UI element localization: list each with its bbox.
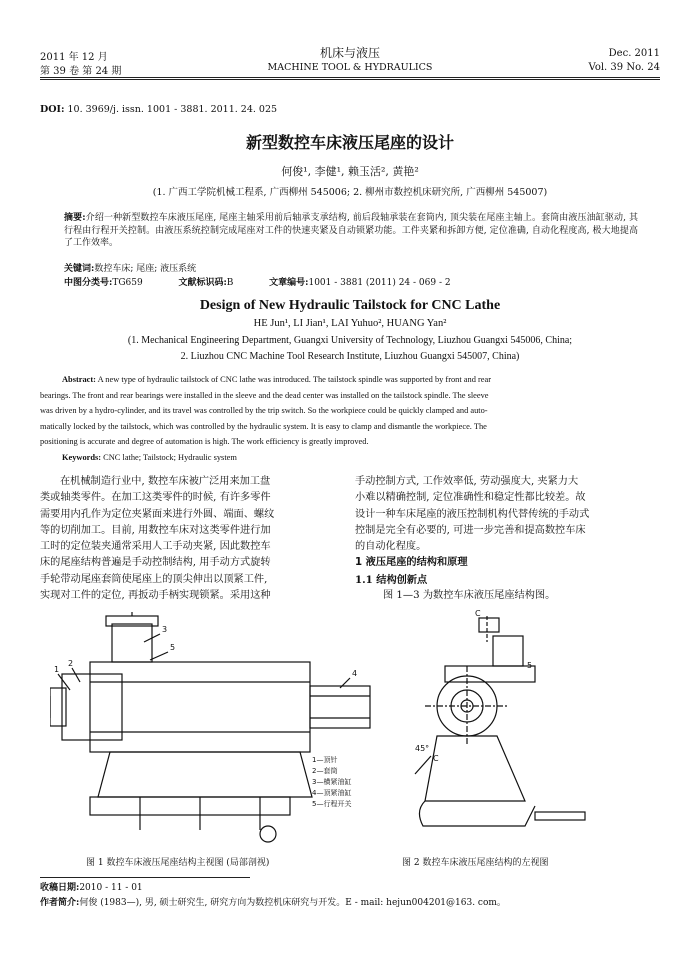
left-line: 需要用内孔作为定位夹紧面来进行外圆、端面、螺纹: [40, 508, 275, 520]
abstract-cn-label: 摘要:: [64, 213, 86, 223]
journal-title-en: MACHINE TOOL & HYDRAULICS: [267, 62, 433, 73]
left-line: 工时的定位装夹通常采用人工手动夹紧, 因此数控车: [40, 541, 271, 553]
tailstock-base: [98, 752, 312, 797]
dead-center: [50, 688, 66, 726]
keywords-cn-text: 数控车床; 尾座; 液压系统: [94, 264, 197, 274]
fig2-label-5: 5: [527, 661, 533, 670]
keywords-cn: [64, 263, 196, 276]
abstract-en: [40, 372, 660, 465]
top-fitting: [479, 618, 499, 632]
header-issue-en: Vol. 39 No. 24: [588, 62, 660, 73]
sleeve: [62, 674, 122, 740]
fig1-legend-item: 5—行程开关: [312, 800, 352, 808]
received-label: 收稿日期:: [40, 883, 80, 893]
abstract-en-line: Abstract: A new type of hydraulic tailstock of CNC lathe was introduced. The tailstock spindle was supported by front and rear: [62, 375, 491, 384]
author-bio: [40, 897, 680, 910]
class-code: TG659: [112, 278, 143, 288]
right-column: [355, 474, 660, 604]
upper-block: [445, 666, 535, 682]
keywords-en: [40, 450, 660, 466]
figure-1-drawing: [50, 612, 390, 852]
figure-2-drawing: [405, 606, 605, 851]
left-line: 床的尾座结构普遍是手动控制结构, 用手动方式旋转: [40, 557, 271, 569]
figure-1-caption: 图 1 数控车床液压尾座结构主视图 (局部剖视): [86, 858, 270, 868]
fig1-legend-item: 4—顶紧油缸: [312, 789, 352, 797]
bio-label: 作者简介:: [40, 898, 80, 908]
right-line: 图 1—3 为数控车床液压尾座结构图。: [383, 590, 556, 602]
fig2-label-angle: 45°: [415, 744, 430, 753]
article-label: 文章编号:: [269, 278, 309, 288]
received-date: [40, 882, 143, 895]
class-label: 中图分类号:: [64, 278, 113, 288]
header-date-cn: 2011 年 12 月: [40, 52, 108, 63]
header-issue-cn: 第 39 卷 第 24 期: [40, 66, 122, 77]
paper-title-cn: 新型数控车床液压尾座的设计: [245, 133, 454, 152]
affiliation-en-1: (1. Mechanical Engineering Department, Guangxi University of Technology, Liuzhou Guangxi 545006, China;: [127, 335, 573, 346]
doi-line: [40, 104, 277, 115]
keywords-cn-label: 关键词:: [64, 264, 95, 274]
right-line: 手动控制方式, 工作效率低, 劳动强度大, 夹紧力大: [355, 476, 579, 487]
affiliations-cn: (1. 广西工学院机械工程系, 广西柳州 545006; 2. 柳州市数控机床研究所, 广西柳州 545007): [152, 187, 548, 198]
section-heading-1: 1 液压尾座的结构和原理: [355, 557, 468, 569]
top-cylinder: [112, 624, 152, 662]
fig2-label-c-top: C: [475, 609, 481, 618]
keywords-en-text: CNC lathe; Tailstock; Hydraulic system: [103, 452, 237, 462]
bio-text: 何俊 (1983—), 男, 硕士研究生, 研究方向为数控机床研究与开发。E - mail: hejun004201@163. com。: [79, 898, 506, 908]
side-pipe: [535, 812, 585, 820]
authors-cn: 何俊¹, 李健¹, 赖玉活², 黄艳²: [281, 165, 419, 178]
doc-label: 文献标识码:: [178, 278, 227, 288]
doc-code: B: [226, 278, 234, 288]
fig1-label-1: 1: [54, 665, 60, 674]
fig1-label-4: 4: [352, 669, 358, 678]
abstract-cn-text: 介绍一种新型数控车床液压尾座, 尾座主轴采用前后轴承支承结构, 前后段轴承装在套筒内, 顶尖装在尾座主轴上。套筒由液压油缸驱动, 其行程由行程开关控制。由液压系统控制完成尾座对工件的快速夹紧及自动锁紧功能。工件夹紧和拆卸方便, 定位准确, 自动化程度高, 极大地提高了工作效率。: [64, 213, 639, 248]
authors-en: HE Jun¹, LI Jian¹, LAI Yuhuo², HUANG Yan²: [253, 318, 447, 329]
left-line: 类或轴类零件。在加工这类零件的时候, 有许多零件: [40, 492, 271, 504]
right-line: 小难以精确控制, 定位准确性和稳定性都比较差。故: [355, 492, 586, 504]
fig1-label-3: 3: [162, 625, 168, 634]
article-no: 1001 - 3881 (2011) 24 - 069 - 2: [308, 278, 451, 288]
fig1-legend-item: 1—顶针: [312, 756, 338, 764]
fig2-label-c-left: C: [433, 754, 439, 763]
figure-2-caption: 图 2 数控车床液压尾座结构的左视图: [402, 858, 549, 868]
header-rule: [40, 77, 660, 78]
left-view-body: [425, 736, 525, 801]
handle-wheel: [260, 826, 276, 842]
right-line: 的自动化程度。: [355, 541, 427, 553]
abstract-en-line: matically locked by the tailstock, which was controlled by the hydraulic system. It is easy to clamp and dismantle the workpiece. The: [40, 421, 487, 431]
fig1-legend-item: 2—套筒: [312, 767, 338, 775]
left-line: 等的切削加工。目前, 用数控车床对这类零件进行加: [40, 524, 271, 536]
doi-label: DOI:: [40, 104, 65, 115]
left-line: 手轮带动尾座套筒使尾座上的顶尖伸出以顶紧工件,: [40, 573, 268, 585]
fig1-legend-item: 3—横紧油缸: [312, 778, 352, 786]
tailstock-body: [90, 662, 310, 752]
right-line: 设计一种车床尾座的液压控制机构代替传统的手动式: [355, 508, 590, 520]
fig1-label-5: 5: [170, 643, 176, 652]
header-rule-2: [40, 79, 660, 80]
fig1-label-2: 2: [68, 659, 74, 668]
left-view-base: [419, 801, 535, 826]
affiliation-en-2: 2. Liuzhou CNC Machine Tool Research Institute, Liuzhou Guangxi 545007, China): [180, 351, 520, 362]
abstract-en-line: was driven by a hydro-cylinder, and its travel was controlled by the trip switch. So the workpiece could be quickly clamped and auto-: [40, 406, 488, 415]
paper-title-en: Design of New Hydraulic Tailstock for CNC Lathe: [199, 298, 501, 313]
keywords-en-label: Keywords:: [62, 452, 102, 462]
received-value: 2010 - 11 - 01: [79, 883, 143, 893]
left-column: [40, 474, 340, 604]
switch-box: [493, 636, 523, 666]
abstract-en-line: positioning is accurate and degree of automation is high. The work efficiency is greatly improved.: [40, 437, 369, 446]
doi-value: 10. 3969/j. issn. 1001 - 3881. 2011. 24. 025: [67, 104, 278, 115]
header-date-en: Dec. 2011: [608, 48, 660, 59]
abstract-en-label: Abstract:: [62, 375, 96, 384]
abstract-en-line: bearings. The front and rear bearings were installed in the sleeve and the dead center was installed on the tailstock spindle. The sleeve: [40, 390, 489, 400]
right-line: 控制是完全有必要的, 可进一步完善和提高数控车床: [355, 524, 586, 536]
left-line: 在机械制造行业中, 数控车床被广泛用来加工盘: [60, 476, 271, 487]
clamp-cylinder: [310, 686, 370, 728]
classification-line: [64, 277, 451, 290]
section-heading-1-1: 1.1 结构创新点: [355, 573, 428, 586]
left-line: 实现对工件的定位, 再扳动手柄实现锁紧。采用这种: [40, 590, 271, 602]
journal-title-cn: 机床与液压: [319, 46, 380, 60]
abstract-cn: [64, 212, 638, 250]
footnote-rule: [40, 877, 250, 878]
